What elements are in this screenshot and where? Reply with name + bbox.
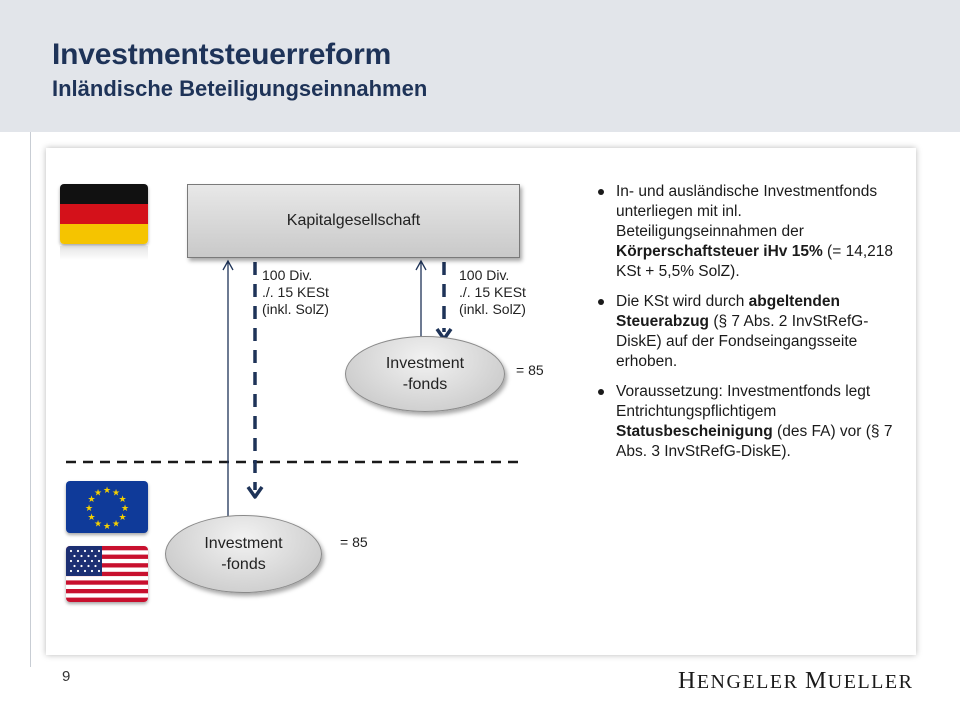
page-title: Investmentsteuerreform bbox=[52, 38, 392, 71]
svg-text:★: ★ bbox=[111, 488, 121, 499]
hengeler-mueller-logo: HENGELER MUELLER bbox=[678, 668, 914, 694]
page-number: 9 bbox=[62, 668, 71, 685]
page-subtitle: Inländische Beteiligungseinnahmen bbox=[52, 76, 428, 101]
svg-text:★: ★ bbox=[118, 513, 127, 523]
svg-text:★: ★ bbox=[93, 519, 103, 530]
investmentfonds-domestic: Investment -fonds bbox=[345, 336, 505, 412]
svg-text:★: ★ bbox=[111, 519, 121, 530]
svg-text:★: ★ bbox=[118, 495, 127, 505]
bullet-list bbox=[594, 182, 904, 472]
dividend-label-left: 100 Div. ./. 15 KESt (inkl. SolZ) bbox=[262, 267, 329, 317]
bullet-item: Die KSt wird durch abgeltenden Steuerabzug (§ 7 Abs. 2 InvStRefG-DiskE) auf der Fondseingangsseite erhoben. bbox=[594, 292, 904, 372]
svg-text:★: ★ bbox=[84, 504, 94, 514]
svg-text:★: ★ bbox=[120, 504, 130, 514]
bullet-item: In- und ausländische Investmentfonds unterliegen mit inl. Beteiligungseinnahmen der Körperschaftsteuer iHv 15% (= 14,218 KSt + 5,5% SolZ). bbox=[594, 182, 904, 282]
result-foreign: = 85 bbox=[340, 534, 368, 550]
svg-text:★: ★ bbox=[102, 522, 112, 532]
svg-text:★: ★ bbox=[102, 486, 112, 496]
bullet-item: Voraussetzung: Investmentfonds legt Entrichtungspflichtigem Statusbescheinigung (des FA) vor (§ 7 Abs. 3 InvStRefG-DiskE). bbox=[594, 382, 904, 462]
kapitalgesellschaft-label: Kapitalgesellschaft bbox=[286, 212, 421, 229]
dividend-label-right: 100 Div. ./. 15 KESt (inkl. SolZ) bbox=[459, 267, 526, 317]
svg-text:★: ★ bbox=[87, 495, 96, 505]
svg-text:★: ★ bbox=[87, 513, 96, 523]
kapitalgesellschaft-box bbox=[187, 184, 520, 258]
svg-text:★: ★ bbox=[93, 488, 103, 499]
result-domestic: = 85 bbox=[516, 362, 544, 378]
investmentfonds-foreign: Investment -fonds bbox=[165, 515, 322, 593]
